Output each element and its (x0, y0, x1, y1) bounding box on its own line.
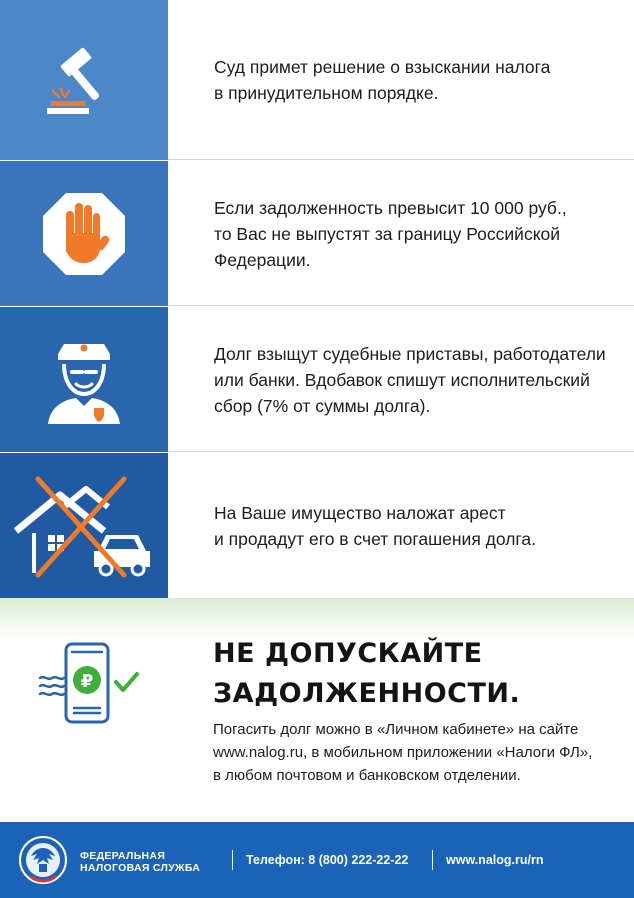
consequence-travel-ban (0, 161, 634, 306)
row-divider (168, 451, 634, 452)
consequence-icon-tile (0, 453, 168, 598)
pay-debt-section (0, 598, 634, 822)
consequence-text: Долг взыщут судебные приставы, работодатели или банки. Вдобавок спишут исполнительский сбор (7% от суммы долга). (214, 343, 606, 416)
consequence-court (0, 0, 634, 160)
website-link[interactable]: www.nalog.ru/rn (446, 853, 544, 867)
consequence-text: На Ваше имущество наложат арест и продадут его в счет погашения долга. (214, 502, 537, 549)
footer-divider (232, 850, 233, 870)
gavel-icon (39, 35, 129, 125)
hotline-phone: Телефон: 8 (800) 222-22-22 (246, 853, 409, 867)
consequence-icon-tile (0, 307, 168, 452)
consequence-icon-tile (0, 161, 168, 306)
promo-text: Погасить долг можно в «Личном кабинете» на сайте www.nalog.ru, в мобильном приложении «Налоги ФЛ», в любом почтовом и банковском отделении. (213, 721, 593, 784)
consequence-text: Если задолженность превысит 10 000 руб., то Вас не выпустят за границу Российской Федерации. (214, 197, 567, 270)
footer-bar (0, 822, 634, 898)
row-divider (168, 159, 634, 160)
consequence-text: Суд примет решение о взыскании налога в принудительном порядке. (214, 57, 551, 103)
mobile-payment-icon (32, 638, 152, 728)
svg-text:₽: ₽ (80, 671, 94, 692)
crossed-property-icon (14, 471, 154, 581)
row-divider (168, 305, 634, 306)
footer-divider (432, 850, 433, 870)
consequence-bailiffs (0, 307, 634, 452)
fns-emblem-icon (18, 834, 68, 886)
consequence-icon-tile (0, 0, 168, 160)
stop-hand-icon (39, 189, 129, 279)
bailiff-icon (36, 332, 132, 428)
promo-title: НЕ ДОПУСКАЙТЕ ЗАДОЛЖЕННОСТИ. (213, 638, 521, 709)
consequence-property-arrest (0, 453, 634, 598)
organization-name: ФЕДЕРАЛЬНАЯ НАЛОГОВАЯ СЛУЖБА (80, 850, 201, 874)
